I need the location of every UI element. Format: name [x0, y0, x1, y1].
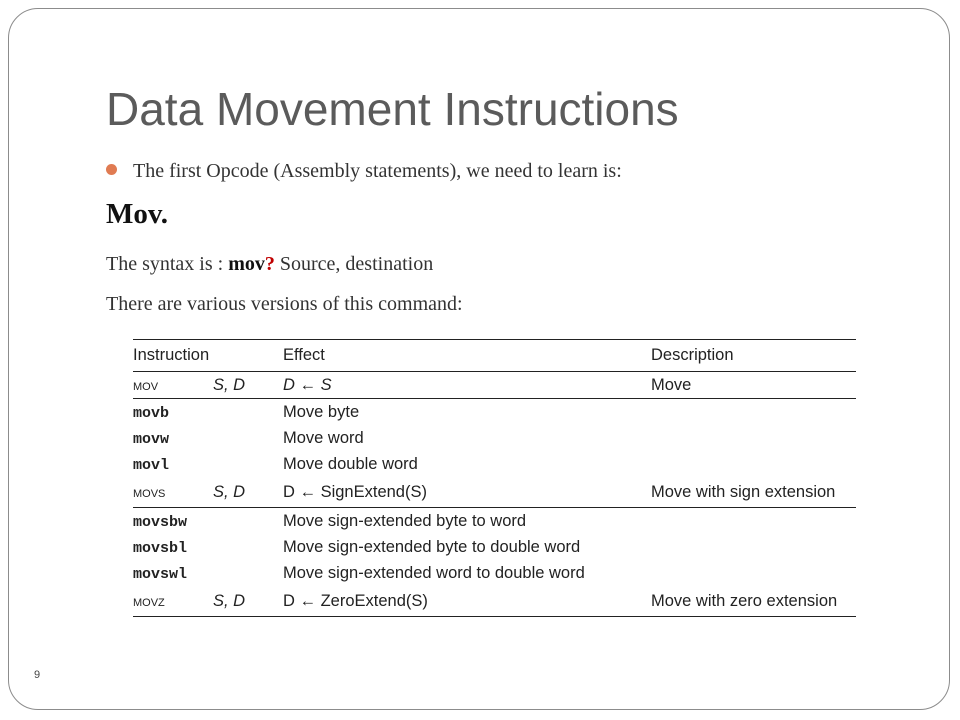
description-cell — [651, 560, 856, 586]
header-operands — [213, 340, 283, 372]
effect-cell: D ← ZeroExtend(S) — [283, 591, 428, 610]
instruction-table — [133, 339, 856, 617]
operands-cell — [213, 451, 283, 477]
effect-cell: D ← S — [283, 375, 332, 394]
instr-cell: movswl — [133, 565, 188, 583]
operands-cell: S, D — [213, 482, 246, 501]
syntax-line — [106, 253, 433, 276]
instr-cell: movw — [133, 430, 170, 448]
instr-cell: movs — [133, 483, 166, 501]
instr-cell: mov — [133, 376, 159, 394]
effect-cell: Move byte — [283, 402, 360, 421]
table-row — [133, 451, 856, 477]
effect-cell: D ← SignExtend(S) — [283, 482, 427, 501]
page-number: 9 — [34, 669, 41, 681]
bullet-dot-icon — [106, 164, 117, 175]
bullet-text: The first Opcode (Assembly statements), we need to learn is: — [133, 160, 622, 182]
table-row — [133, 560, 856, 586]
instr-cell: movz — [133, 592, 165, 610]
description-cell — [651, 425, 856, 451]
instr-cell: movsbl — [133, 539, 188, 557]
description-cell — [651, 508, 856, 535]
instr-cell: movl — [133, 456, 170, 474]
syntax-question-mark: ? — [264, 253, 275, 275]
table-row — [133, 586, 856, 617]
slide-title: Data Movement Instructions — [106, 83, 679, 135]
effect-cell: Move sign-extended byte to word — [283, 511, 527, 530]
bullet-item — [106, 160, 622, 183]
mov-heading: Mov. — [106, 198, 169, 230]
header-instruction: Instruction — [133, 346, 210, 364]
operands-cell: S, D — [213, 375, 246, 394]
operands-cell — [213, 560, 283, 586]
instr-cell: movb — [133, 404, 170, 422]
table-row — [133, 372, 856, 399]
operands-cell — [213, 534, 283, 560]
description-cell: Move with sign extension — [651, 482, 836, 501]
description-cell: Move with zero extension — [651, 591, 838, 610]
syntax-keyword: mov — [228, 253, 265, 275]
table-row — [133, 425, 856, 451]
operands-cell — [213, 425, 283, 451]
instr-cell: movsbw — [133, 513, 188, 531]
operands-cell — [213, 508, 283, 535]
effect-cell: Move sign-extended word to double word — [283, 563, 585, 582]
effect-cell: Move sign-extended byte to double word — [283, 537, 581, 556]
operands-cell — [213, 399, 283, 426]
table-row — [133, 534, 856, 560]
description-cell — [651, 534, 856, 560]
description-cell — [651, 451, 856, 477]
table-row — [133, 399, 856, 426]
syntax-operands: Source, destination — [274, 253, 434, 275]
operands-cell: S, D — [213, 591, 246, 610]
description-cell: Move — [651, 375, 692, 394]
description-cell — [651, 399, 856, 426]
header-description: Description — [651, 346, 734, 364]
table-header-row — [133, 340, 856, 372]
table-row — [133, 508, 856, 535]
effect-cell: Move double word — [283, 454, 418, 473]
header-effect: Effect — [283, 346, 325, 364]
versions-text: There are various versions of this command: — [106, 293, 463, 315]
syntax-prefix: The syntax is : — [106, 253, 229, 275]
effect-cell: Move word — [283, 428, 364, 447]
table-row — [133, 477, 856, 508]
